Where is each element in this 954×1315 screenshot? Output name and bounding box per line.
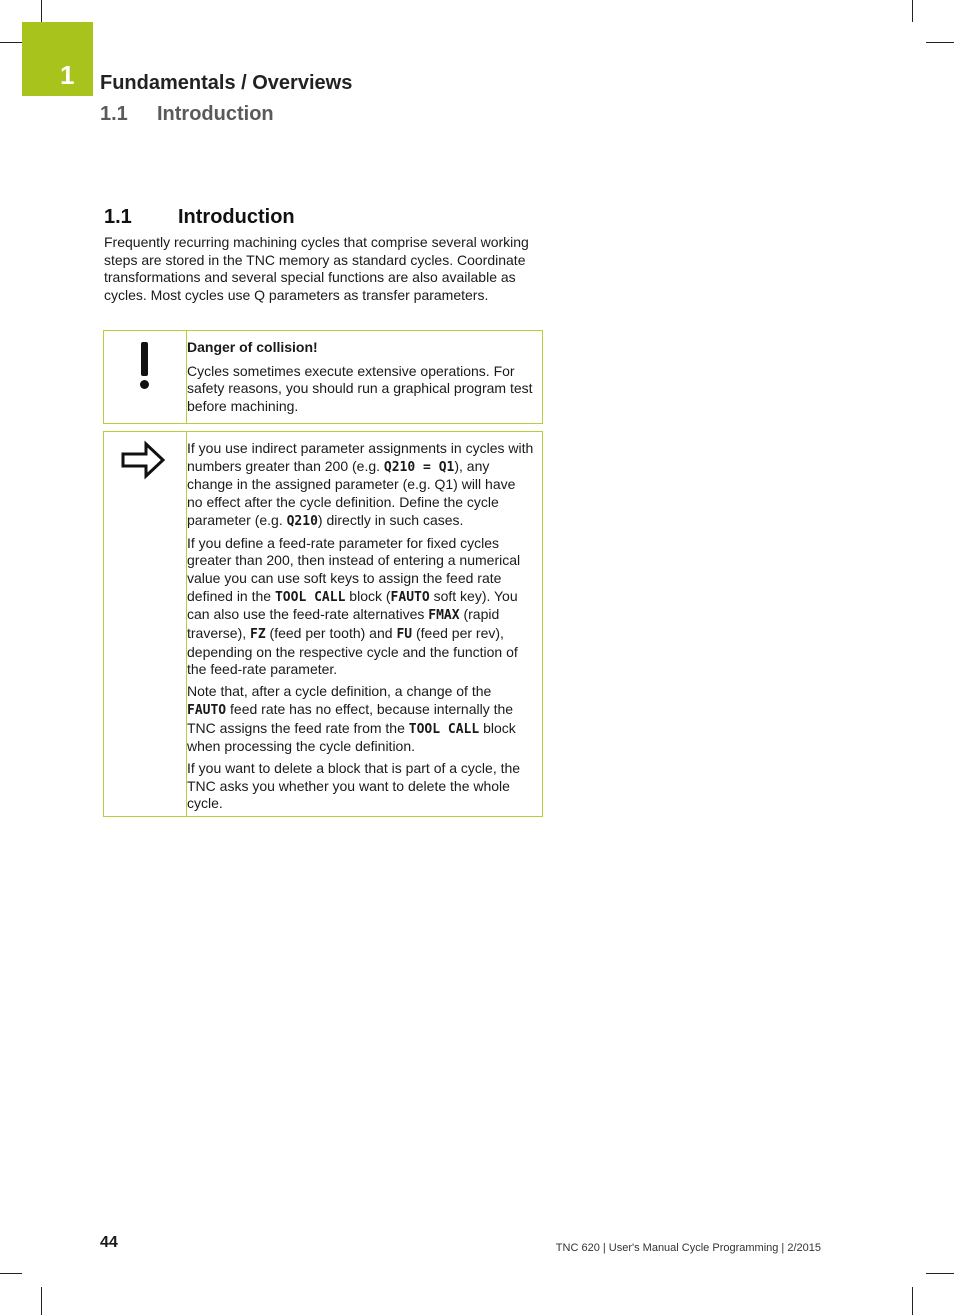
note-paragraph: If you define a feed-rate parameter for fixed cycles greater than 200, then instead of entering a numerical value you can use soft keys to assign the feed rate defined in the TOOL CALL block (FAUTO soft key). You can also use the feed-rate alternatives FMAX (rapid traverse), FZ (feed per tooth) and FU (feed per rev), depending on the respective cycle and the function of the feed-rate parameter. <box>187 534 521 678</box>
note-paragraph: If you use indirect parameter assignments in cycles with numbers greater than 200 (e.g. Q210 = Q1), any change in the assigned parameter (e.g. Q1) will have no effect after the cycle definition. Define the cycle parameter (e.g. Q210) directly in such cases. <box>187 440 534 529</box>
code-term: FMAX <box>428 608 460 624</box>
code-term: Q210 <box>286 513 318 529</box>
warning-icon-column <box>104 331 186 423</box>
code-term: TOOL CALL <box>408 721 480 737</box>
arrow-right-icon <box>120 440 166 480</box>
crop-mark <box>926 42 954 43</box>
running-header-section <box>100 103 274 126</box>
note-icon-column <box>104 432 186 816</box>
intro-paragraph: Frequently recurring machining cycles that comprise several working steps are stored in the TNC memory as standard cycles. Coordinate transformations and several special functions are also available as cycles. Most cycles use Q parameters as transfer parameters. <box>104 234 529 304</box>
footer-text: TNC 620 | User's Manual Cycle Programming | 2/2015 <box>555 1242 821 1254</box>
code-term: FU <box>396 627 413 643</box>
code-term: TOOL CALL <box>274 589 346 605</box>
code-term: FAUTO <box>390 589 430 605</box>
warning-text: Cycles sometimes execute extensive operations. For safety reasons, you should run a graphical program test before machining. <box>187 362 533 415</box>
chapter-number: 1 <box>60 60 75 90</box>
code-term: Q210 = Q1 <box>383 459 455 475</box>
warning-content <box>187 331 542 416</box>
warning-box <box>103 330 543 424</box>
crop-mark <box>41 0 42 22</box>
running-header-chapter: Fundamentals / Overviews <box>100 72 353 94</box>
note-paragraph: Note that, after a cycle definition, a change of the FAUTO feed rate has no effect, because internally the TNC assigns the feed rate from the TOOL CALL block when processing the cycle definition. <box>187 683 516 755</box>
crop-mark <box>912 1287 913 1315</box>
crop-mark <box>0 1273 22 1274</box>
crop-mark <box>0 42 22 43</box>
section-title: Introduction <box>178 206 295 228</box>
note-content <box>187 432 542 813</box>
note-paragraph: If you want to delete a block that is part of a cycle, the TNC asks you whether you want to delete the whole cycle. <box>187 759 521 812</box>
exclamation-icon <box>140 342 150 389</box>
note-box <box>103 431 543 817</box>
code-term: FZ <box>250 627 266 643</box>
section-heading <box>104 206 295 229</box>
crop-mark <box>926 1273 954 1274</box>
crop-mark <box>41 1287 42 1315</box>
chapter-tab <box>22 22 93 96</box>
running-header-section-title: Introduction <box>157 103 274 125</box>
running-header-section-number: 1.1 <box>100 103 128 125</box>
crop-mark <box>912 0 913 22</box>
warning-title: Danger of collision! <box>187 339 318 355</box>
page-number: 44 <box>100 1234 118 1251</box>
section-number: 1.1 <box>104 206 132 228</box>
code-term: FAUTO <box>187 702 227 718</box>
